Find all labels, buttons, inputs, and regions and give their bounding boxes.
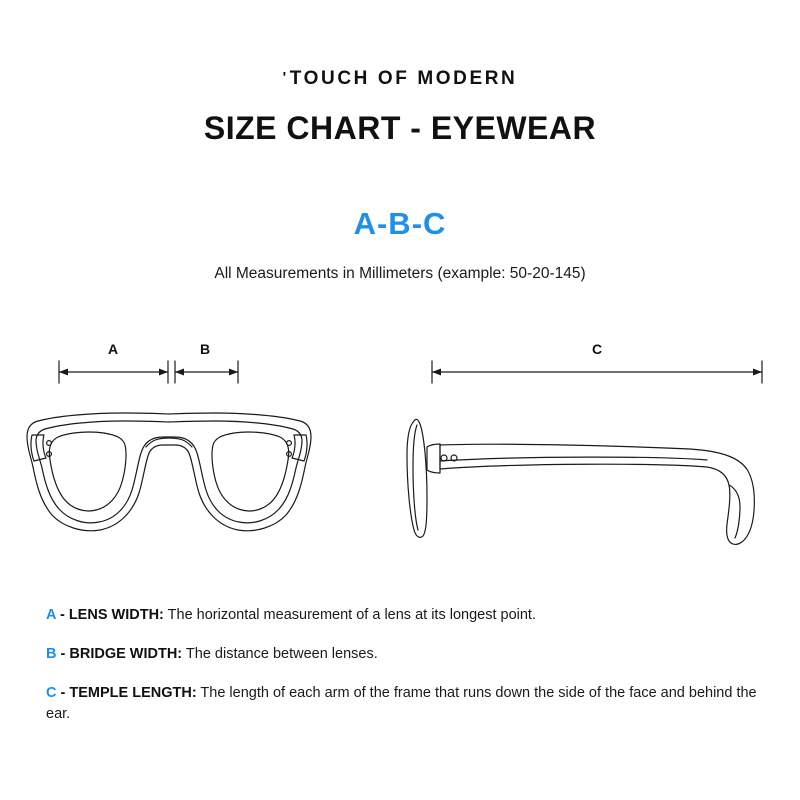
legend-term-temple-length: TEMPLE LENGTH: xyxy=(69,685,197,702)
eyewear-diagram xyxy=(0,325,800,570)
legend-item-bridge-width xyxy=(46,644,762,665)
legend xyxy=(46,605,762,725)
measurement-units-note: All Measurements in Millimeters (example: 50-20-145) xyxy=(214,265,586,282)
legend-key-b: B xyxy=(46,646,57,663)
legend-item-temple-length xyxy=(46,683,762,725)
legend-desc-lens-width: The horizontal measurement of a lens at its longest point. xyxy=(163,607,536,623)
brand-tick-mark: ' xyxy=(282,69,289,86)
eyewear-diagram-svg xyxy=(0,325,800,570)
brand-title xyxy=(0,68,800,90)
abc-heading: A-B-C xyxy=(353,206,447,241)
dimension-label-a: A xyxy=(107,341,119,357)
dimension-label-c: C xyxy=(591,341,603,357)
legend-dash-c: - xyxy=(56,685,70,702)
legend-key-c: C xyxy=(46,685,57,702)
legend-item-lens-width xyxy=(46,605,762,626)
page-title: SIZE CHART - EYEWEAR xyxy=(203,110,597,146)
dimension-label-b: B xyxy=(199,341,211,357)
legend-dash-a: - xyxy=(55,607,69,623)
legend-term-bridge-width: BRIDGE WIDTH: xyxy=(69,646,183,663)
legend-desc-temple-length: The length of each arm of the frame that runs down the side of the face and behind the ear. xyxy=(46,685,757,723)
brand-name: TOUCH OF MODERN xyxy=(289,68,518,89)
legend-term-lens-width: LENS WIDTH: xyxy=(68,607,164,623)
legend-key-a: A xyxy=(46,607,56,623)
legend-dash-b: - xyxy=(56,646,70,663)
legend-desc-bridge-width: The distance between lenses. xyxy=(182,646,378,663)
